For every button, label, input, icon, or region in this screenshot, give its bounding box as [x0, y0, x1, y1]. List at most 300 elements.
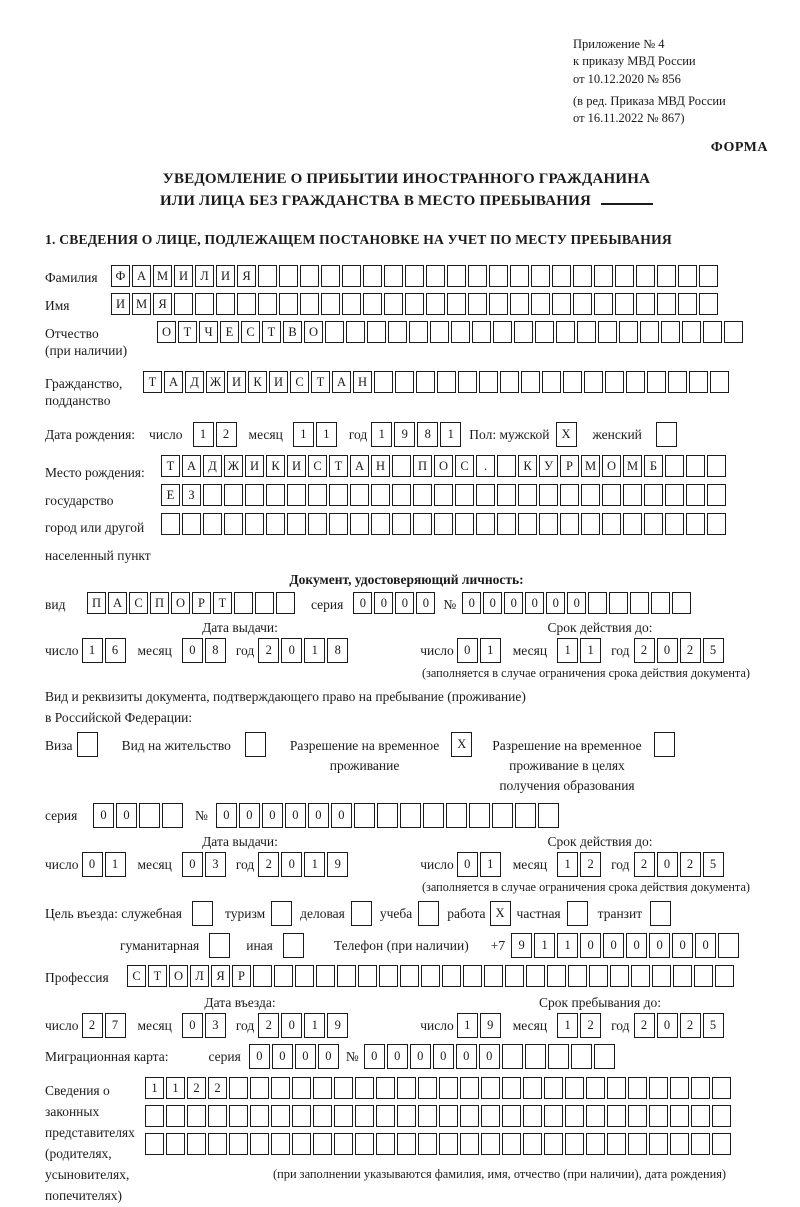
form-cell[interactable]: [610, 965, 629, 987]
form-cell[interactable]: 2: [634, 1013, 655, 1038]
form-cell[interactable]: [493, 321, 512, 343]
form-cell[interactable]: [363, 265, 382, 287]
form-cell[interactable]: [656, 422, 677, 447]
form-cell[interactable]: [392, 513, 411, 535]
form-cell[interactable]: [216, 293, 235, 315]
form-cell[interactable]: 0: [603, 933, 624, 958]
form-cell[interactable]: [442, 965, 461, 987]
issue-year-field[interactable]: [258, 852, 350, 877]
form-cell[interactable]: [437, 371, 456, 393]
form-cell[interactable]: 0: [82, 852, 103, 877]
form-cell[interactable]: М: [581, 455, 600, 477]
valid-day-field[interactable]: [457, 638, 503, 663]
form-cell[interactable]: [565, 1133, 584, 1155]
form-cell[interactable]: [292, 1077, 311, 1099]
form-cell[interactable]: М: [153, 265, 172, 287]
form-cell[interactable]: 7: [105, 1013, 126, 1038]
birth-year-field[interactable]: [371, 422, 463, 447]
form-cell[interactable]: [377, 803, 398, 828]
form-cell[interactable]: [182, 513, 201, 535]
form-cell[interactable]: [518, 484, 537, 506]
form-cell[interactable]: [636, 265, 655, 287]
form-cell[interactable]: [526, 965, 545, 987]
form-cell[interactable]: [665, 513, 684, 535]
form-cell[interactable]: Р: [192, 592, 211, 614]
purpose-business-checkbox[interactable]: [351, 901, 374, 926]
form-cell[interactable]: 1: [82, 638, 103, 663]
form-cell[interactable]: [355, 1133, 374, 1155]
form-cell[interactable]: [605, 371, 624, 393]
form-cell[interactable]: [162, 803, 183, 828]
stay-year-field[interactable]: [634, 1013, 726, 1038]
form-cell[interactable]: 1: [316, 422, 337, 447]
form-cell[interactable]: С: [455, 455, 474, 477]
form-cell[interactable]: [497, 513, 516, 535]
form-cell[interactable]: 0: [416, 592, 435, 614]
representatives-field-row-1[interactable]: [145, 1077, 733, 1099]
form-cell[interactable]: [531, 265, 550, 287]
form-cell[interactable]: 2: [187, 1077, 206, 1099]
valid-year-field[interactable]: [634, 852, 726, 877]
form-cell[interactable]: И: [287, 455, 306, 477]
form-cell[interactable]: [376, 1105, 395, 1127]
form-cell[interactable]: [539, 484, 558, 506]
form-cell[interactable]: [439, 1077, 458, 1099]
form-cell[interactable]: [718, 933, 739, 958]
form-cell[interactable]: [602, 484, 621, 506]
form-cell[interactable]: 2: [258, 1013, 279, 1038]
form-cell[interactable]: А: [164, 371, 183, 393]
form-cell[interactable]: 2: [634, 638, 655, 663]
form-cell[interactable]: 2: [208, 1077, 227, 1099]
form-cell[interactable]: 1: [557, 638, 578, 663]
form-cell[interactable]: 1: [480, 852, 501, 877]
form-cell[interactable]: [665, 484, 684, 506]
form-cell[interactable]: 1: [166, 1077, 185, 1099]
citizenship-field[interactable]: [143, 371, 731, 393]
form-cell[interactable]: Ж: [224, 455, 243, 477]
form-cell[interactable]: Д: [185, 371, 204, 393]
form-cell[interactable]: 0: [262, 803, 283, 828]
form-cell[interactable]: [497, 484, 516, 506]
form-cell[interactable]: [334, 1133, 353, 1155]
form-cell[interactable]: [650, 901, 671, 926]
form-cell[interactable]: [615, 293, 634, 315]
form-cell[interactable]: [476, 484, 495, 506]
form-cell[interactable]: [479, 371, 498, 393]
form-cell[interactable]: [563, 371, 582, 393]
form-cell[interactable]: [451, 321, 470, 343]
form-cell[interactable]: 3: [205, 1013, 226, 1038]
form-cell[interactable]: [577, 321, 596, 343]
form-cell[interactable]: Р: [560, 455, 579, 477]
form-cell[interactable]: [418, 901, 439, 926]
form-cell[interactable]: [476, 513, 495, 535]
form-cell[interactable]: [174, 293, 193, 315]
purpose-humanitarian-checkbox[interactable]: [209, 933, 232, 958]
form-cell[interactable]: 5: [703, 638, 724, 663]
form-cell[interactable]: 0: [626, 933, 647, 958]
form-cell[interactable]: [325, 321, 344, 343]
form-cell[interactable]: [521, 371, 540, 393]
form-cell[interactable]: [515, 803, 536, 828]
form-cell[interactable]: [673, 965, 692, 987]
form-cell[interactable]: [691, 1105, 710, 1127]
form-cell[interactable]: 1: [534, 933, 555, 958]
form-cell[interactable]: И: [245, 455, 264, 477]
form-cell[interactable]: 2: [216, 422, 237, 447]
form-cell[interactable]: [556, 321, 575, 343]
form-cell[interactable]: [250, 1077, 269, 1099]
form-cell[interactable]: 2: [580, 852, 601, 877]
form-cell[interactable]: [255, 592, 274, 614]
form-cell[interactable]: [678, 265, 697, 287]
form-cell[interactable]: [651, 592, 670, 614]
form-cell[interactable]: [337, 965, 356, 987]
form-cell[interactable]: И: [269, 371, 288, 393]
form-cell[interactable]: [518, 513, 537, 535]
form-cell[interactable]: 1: [440, 422, 461, 447]
form-cell[interactable]: [538, 803, 559, 828]
form-cell[interactable]: И: [111, 293, 130, 315]
form-cell[interactable]: [472, 321, 491, 343]
form-cell[interactable]: О: [169, 965, 188, 987]
form-cell[interactable]: [426, 293, 445, 315]
form-cell[interactable]: Ф: [111, 265, 130, 287]
form-cell[interactable]: [397, 1133, 416, 1155]
issue-year-field[interactable]: [258, 638, 350, 663]
form-cell[interactable]: [661, 321, 680, 343]
form-cell[interactable]: 1: [304, 638, 325, 663]
form-cell[interactable]: [292, 1105, 311, 1127]
form-cell[interactable]: [245, 513, 264, 535]
form-cell[interactable]: [274, 965, 293, 987]
form-cell[interactable]: [351, 901, 372, 926]
form-cell[interactable]: [384, 265, 403, 287]
form-cell[interactable]: 1: [193, 422, 214, 447]
form-cell[interactable]: 0: [182, 852, 203, 877]
form-cell[interactable]: [266, 513, 285, 535]
form-cell[interactable]: [560, 484, 579, 506]
form-cell[interactable]: [712, 1133, 731, 1155]
form-cell[interactable]: Т: [143, 371, 162, 393]
form-cell[interactable]: [283, 933, 304, 958]
form-cell[interactable]: 0: [657, 638, 678, 663]
sex-male-checkbox[interactable]: [556, 422, 579, 447]
form-cell[interactable]: [397, 1105, 416, 1127]
form-cell[interactable]: 2: [580, 1013, 601, 1038]
form-cell[interactable]: [418, 1105, 437, 1127]
form-cell[interactable]: [355, 1077, 374, 1099]
form-cell[interactable]: [321, 293, 340, 315]
form-cell[interactable]: Т: [148, 965, 167, 987]
form-cell[interactable]: [502, 1133, 521, 1155]
form-cell[interactable]: [334, 1077, 353, 1099]
form-cell[interactable]: [481, 1105, 500, 1127]
form-cell[interactable]: [460, 1133, 479, 1155]
form-cell[interactable]: [628, 1077, 647, 1099]
form-cell[interactable]: 0: [395, 592, 414, 614]
form-cell[interactable]: 0: [239, 803, 260, 828]
form-cell[interactable]: З: [182, 484, 201, 506]
form-cell[interactable]: [469, 803, 490, 828]
form-cell[interactable]: [623, 484, 642, 506]
form-cell[interactable]: [346, 321, 365, 343]
form-cell[interactable]: [535, 321, 554, 343]
form-cell[interactable]: [502, 1105, 521, 1127]
form-cell[interactable]: [397, 1077, 416, 1099]
migration-series-field[interactable]: [249, 1044, 341, 1069]
form-cell[interactable]: [418, 1133, 437, 1155]
form-cell[interactable]: [342, 293, 361, 315]
form-cell[interactable]: Н: [371, 455, 390, 477]
form-cell[interactable]: Ж: [206, 371, 225, 393]
form-cell[interactable]: [492, 803, 513, 828]
form-cell[interactable]: [358, 965, 377, 987]
form-cell[interactable]: [300, 293, 319, 315]
form-cell[interactable]: С: [290, 371, 309, 393]
birth-place-field-row-2[interactable]: [161, 484, 728, 506]
valid-day-field[interactable]: [457, 852, 503, 877]
form-cell[interactable]: [568, 965, 587, 987]
form-cell[interactable]: 9: [511, 933, 532, 958]
form-cell[interactable]: [707, 455, 726, 477]
form-cell[interactable]: [670, 1077, 689, 1099]
visa-checkbox[interactable]: [77, 732, 100, 757]
form-cell[interactable]: 1: [105, 852, 126, 877]
entry-day-field[interactable]: [82, 1013, 128, 1038]
form-cell[interactable]: 0: [457, 852, 478, 877]
form-cell[interactable]: [523, 1133, 542, 1155]
form-cell[interactable]: [510, 293, 529, 315]
form-cell[interactable]: [229, 1133, 248, 1155]
form-cell[interactable]: [400, 965, 419, 987]
form-cell[interactable]: И: [174, 265, 193, 287]
form-cell[interactable]: [145, 1133, 164, 1155]
birth-place-field-row-1[interactable]: [161, 455, 728, 477]
doc-kind-field[interactable]: [87, 592, 297, 614]
form-cell[interactable]: [607, 1133, 626, 1155]
form-cell[interactable]: [187, 1133, 206, 1155]
form-cell[interactable]: [670, 1105, 689, 1127]
form-cell[interactable]: [376, 1077, 395, 1099]
form-cell[interactable]: [388, 321, 407, 343]
form-cell[interactable]: [245, 732, 266, 757]
form-cell[interactable]: [463, 965, 482, 987]
purpose-private-checkbox[interactable]: [567, 901, 590, 926]
form-cell[interactable]: [649, 1105, 668, 1127]
form-cell[interactable]: [594, 265, 613, 287]
doc-series-field[interactable]: [353, 592, 437, 614]
form-cell[interactable]: Т: [329, 455, 348, 477]
form-cell[interactable]: Е: [161, 484, 180, 506]
form-cell[interactable]: 3: [205, 852, 226, 877]
form-cell[interactable]: [379, 965, 398, 987]
form-cell[interactable]: [489, 293, 508, 315]
form-cell[interactable]: [195, 293, 214, 315]
form-cell[interactable]: 0: [281, 1013, 302, 1038]
form-cell[interactable]: 0: [672, 933, 693, 958]
form-cell[interactable]: [607, 1105, 626, 1127]
form-cell[interactable]: [539, 513, 558, 535]
form-cell[interactable]: [589, 965, 608, 987]
entry-month-field[interactable]: [182, 1013, 228, 1038]
form-cell[interactable]: [707, 513, 726, 535]
form-cell[interactable]: [586, 1105, 605, 1127]
given-name-field[interactable]: [111, 293, 720, 315]
form-cell[interactable]: Т: [311, 371, 330, 393]
form-cell[interactable]: [276, 592, 295, 614]
profession-field[interactable]: [127, 965, 736, 987]
form-cell[interactable]: [77, 732, 98, 757]
form-cell[interactable]: [560, 513, 579, 535]
form-cell[interactable]: [525, 1044, 546, 1069]
form-cell[interactable]: [588, 592, 607, 614]
form-cell[interactable]: [363, 293, 382, 315]
form-cell[interactable]: [250, 1105, 269, 1127]
form-cell[interactable]: [481, 1077, 500, 1099]
form-cell[interactable]: [224, 513, 243, 535]
form-cell[interactable]: [682, 321, 701, 343]
form-cell[interactable]: [586, 1077, 605, 1099]
form-cell[interactable]: 1: [557, 933, 578, 958]
form-cell[interactable]: [544, 1105, 563, 1127]
form-cell[interactable]: [644, 513, 663, 535]
form-cell[interactable]: М: [132, 293, 151, 315]
phone-field[interactable]: [511, 933, 741, 958]
form-cell[interactable]: 0: [462, 592, 481, 614]
form-cell[interactable]: Я: [237, 265, 256, 287]
form-cell[interactable]: [258, 293, 277, 315]
form-cell[interactable]: [418, 1077, 437, 1099]
purpose-transit-checkbox[interactable]: [650, 901, 673, 926]
residence-series-field[interactable]: [93, 803, 185, 828]
form-cell[interactable]: [497, 455, 516, 477]
form-cell[interactable]: [308, 513, 327, 535]
form-cell[interactable]: [686, 513, 705, 535]
form-cell[interactable]: 0: [567, 592, 586, 614]
form-cell[interactable]: [166, 1133, 185, 1155]
form-cell[interactable]: О: [602, 455, 621, 477]
form-cell[interactable]: 0: [695, 933, 716, 958]
form-cell[interactable]: В: [283, 321, 302, 343]
form-cell[interactable]: [678, 293, 697, 315]
form-cell[interactable]: С: [129, 592, 148, 614]
form-cell[interactable]: 1: [557, 852, 578, 877]
form-cell[interactable]: [423, 803, 444, 828]
form-cell[interactable]: [652, 965, 671, 987]
form-cell[interactable]: 0: [457, 638, 478, 663]
form-cell[interactable]: [446, 803, 467, 828]
form-cell[interactable]: 9: [327, 852, 348, 877]
form-cell[interactable]: [598, 321, 617, 343]
form-cell[interactable]: [626, 371, 645, 393]
sex-female-checkbox[interactable]: [656, 422, 679, 447]
form-cell[interactable]: 0: [318, 1044, 339, 1069]
form-cell[interactable]: Д: [203, 455, 222, 477]
form-cell[interactable]: [657, 265, 676, 287]
form-cell[interactable]: [413, 513, 432, 535]
issue-day-field[interactable]: [82, 852, 128, 877]
form-cell[interactable]: Л: [195, 265, 214, 287]
form-cell[interactable]: [355, 1105, 374, 1127]
form-cell[interactable]: 0: [182, 638, 203, 663]
form-cell[interactable]: [619, 321, 638, 343]
purpose-work-checkbox[interactable]: [490, 901, 513, 926]
form-cell[interactable]: П: [87, 592, 106, 614]
form-cell[interactable]: 2: [258, 852, 279, 877]
form-cell[interactable]: 9: [394, 422, 415, 447]
purpose-official-checkbox[interactable]: [192, 901, 215, 926]
form-cell[interactable]: [542, 371, 561, 393]
form-cell[interactable]: [203, 484, 222, 506]
form-cell[interactable]: [547, 965, 566, 987]
form-cell[interactable]: [342, 265, 361, 287]
form-cell[interactable]: И: [227, 371, 246, 393]
issue-month-field[interactable]: [182, 638, 228, 663]
form-cell[interactable]: [567, 901, 588, 926]
birth-day-field[interactable]: [193, 422, 239, 447]
representatives-field-row-3[interactable]: [145, 1133, 733, 1155]
form-cell[interactable]: [371, 484, 390, 506]
form-cell[interactable]: [208, 1133, 227, 1155]
form-cell[interactable]: X: [556, 422, 577, 447]
form-cell[interactable]: 2: [258, 638, 279, 663]
form-cell[interactable]: [649, 1077, 668, 1099]
form-cell[interactable]: [287, 513, 306, 535]
purpose-tourism-checkbox[interactable]: [271, 901, 294, 926]
form-cell[interactable]: 0: [216, 803, 237, 828]
form-cell[interactable]: А: [350, 455, 369, 477]
form-cell[interactable]: 0: [483, 592, 502, 614]
form-cell[interactable]: [484, 965, 503, 987]
form-cell[interactable]: [502, 1044, 523, 1069]
form-cell[interactable]: [523, 1077, 542, 1099]
form-cell[interactable]: Я: [153, 293, 172, 315]
form-cell[interactable]: [395, 371, 414, 393]
form-cell[interactable]: [234, 592, 253, 614]
form-cell[interactable]: [455, 484, 474, 506]
form-cell[interactable]: [649, 1133, 668, 1155]
form-cell[interactable]: [287, 484, 306, 506]
form-cell[interactable]: [699, 265, 718, 287]
form-cell[interactable]: [203, 513, 222, 535]
form-cell[interactable]: А: [182, 455, 201, 477]
form-cell[interactable]: [686, 455, 705, 477]
form-cell[interactable]: А: [132, 265, 151, 287]
form-cell[interactable]: [581, 484, 600, 506]
form-cell[interactable]: [308, 484, 327, 506]
form-cell[interactable]: [161, 513, 180, 535]
form-cell[interactable]: [229, 1077, 248, 1099]
form-cell[interactable]: Т: [213, 592, 232, 614]
form-cell[interactable]: [329, 484, 348, 506]
form-cell[interactable]: 0: [546, 592, 565, 614]
valid-year-field[interactable]: [634, 638, 726, 663]
form-cell[interactable]: X: [451, 732, 472, 757]
form-cell[interactable]: Т: [262, 321, 281, 343]
form-cell[interactable]: [584, 371, 603, 393]
form-cell[interactable]: 0: [410, 1044, 431, 1069]
form-cell[interactable]: [409, 321, 428, 343]
form-cell[interactable]: [510, 265, 529, 287]
form-cell[interactable]: О: [157, 321, 176, 343]
form-cell[interactable]: [313, 1105, 332, 1127]
form-cell[interactable]: 2: [82, 1013, 103, 1038]
form-cell[interactable]: [594, 293, 613, 315]
form-cell[interactable]: [523, 1105, 542, 1127]
form-cell[interactable]: [631, 965, 650, 987]
